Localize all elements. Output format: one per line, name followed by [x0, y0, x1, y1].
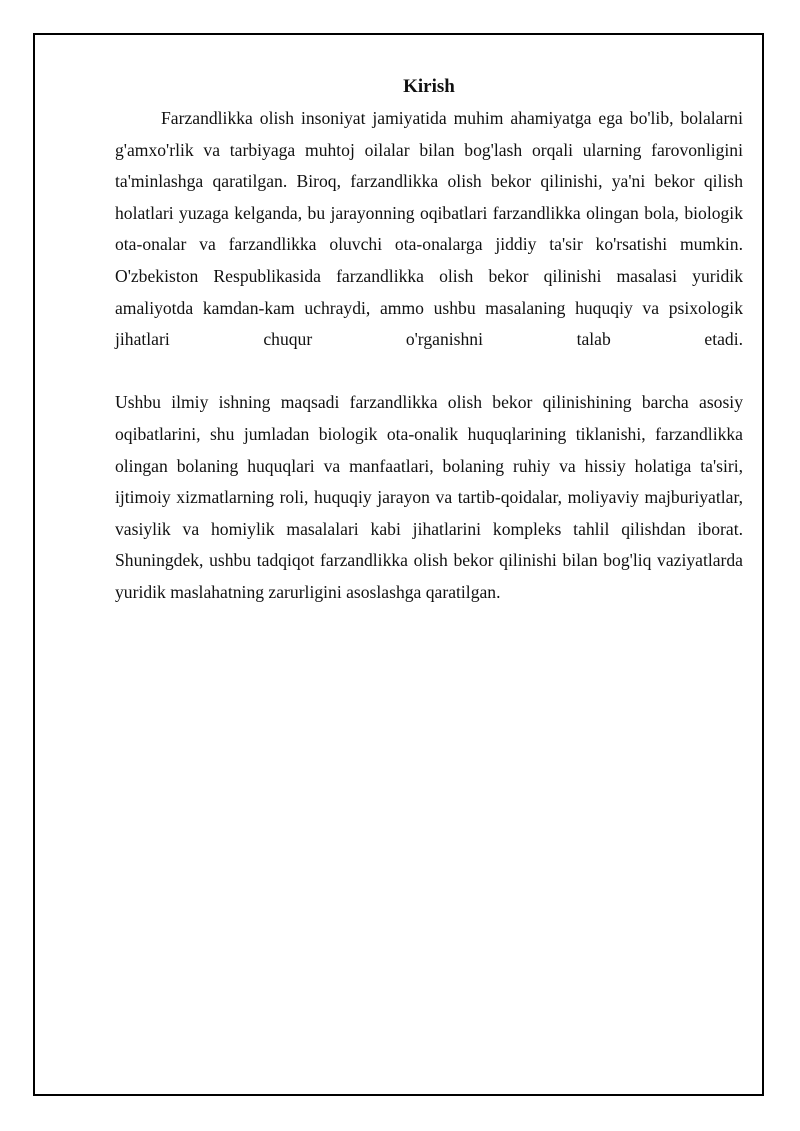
paragraph-spacer [115, 356, 743, 388]
paragraph-intro: Farzandlikka olish insoniyat jamiyatida muhim ahamiyatga ega bo'lib, bolalarni g'amxo'rlik va tarbiyaga muhtoj oilalar bilan bog'lash orqali ularning farovonligini ta'minlashga qaratilgan. Biroq, farzandlikka olish bekor qilinishi, ya'ni bekor qilish holatlari yuzaga kelganda, bu jarayonning oqibatlari farzandlikka olingan bola, biologik ota-onalar va farzandlikka oluvchi ota-onalarga jiddiy ta'sir ko'rsatishi mumkin. O'zbekiston Respublikasida farzandlikka olish bekor qilinishi masalasi yuridik amaliyotda kamdan-kam uchraydi, ammo ushbu masalaning huquqiy va psixologik jihatlari chuqur o'rganishni talab etadi. [115, 108, 743, 350]
paragraph-aim: Ushbu ilmiy ishning maqsadi farzandlikka olish bekor qilinishining barcha asosiy oqibatlarini, shu jumladan biologik ota-onalik huquqlarining tiklanishi, farzandlikka olingan bolaning huquqlari va manfaatlari, bolaning ruhiy va hissiy holatiga ta'siri, ijtimoiy xizmatlarning roli, huquqiy jarayon va tartib-qoidalar, moliyaviy majburiyatlar, vasiylik va homiylik masalalari kabi jihatlarini kompleks tahlil qilishdan iborat. Shuningdek, ushbu tadqiqot farzandlikka olish bekor qilinishi bilan bog'liq vaziyatlarda yuridik maslahatning zarurligini asoslashga qaratilgan. [115, 392, 743, 602]
page-title: Kirish [403, 76, 455, 97]
document-body [115, 72, 743, 609]
